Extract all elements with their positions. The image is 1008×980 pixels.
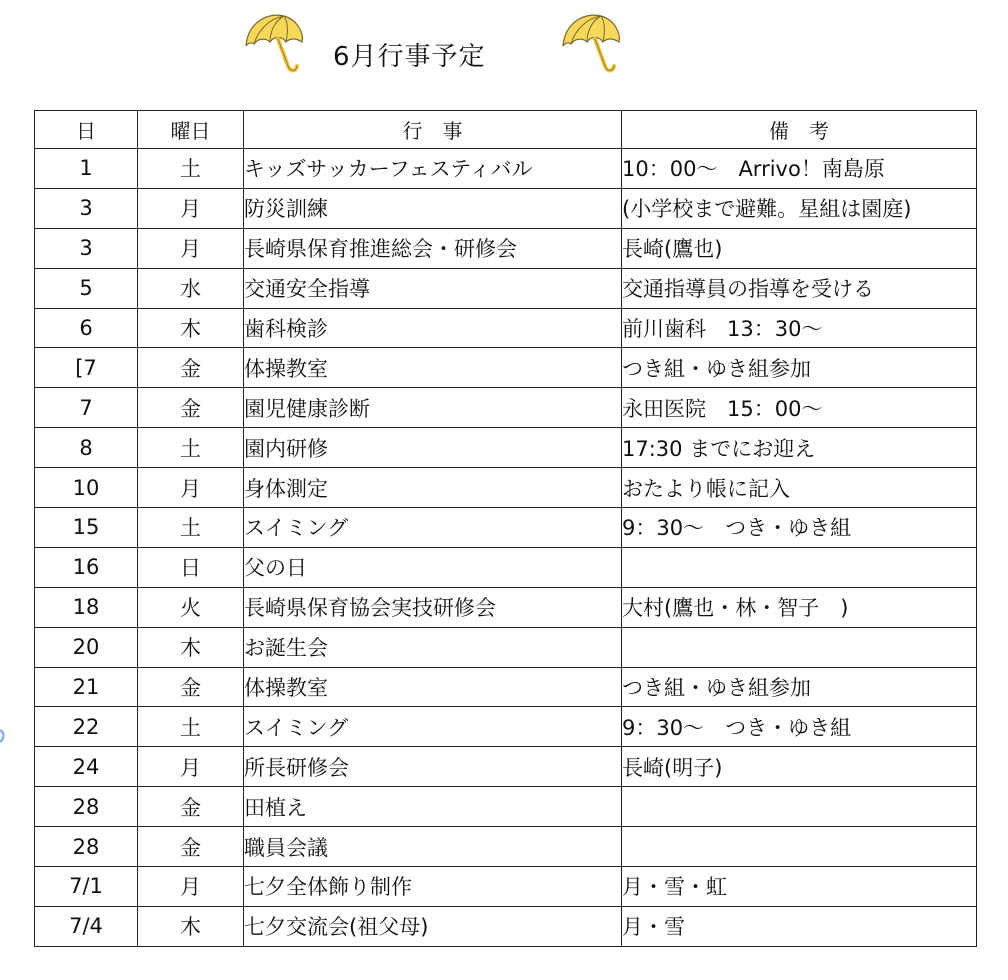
day-cell: 21 [35,667,138,707]
weekday-cell: 月 [138,228,244,268]
table-row [35,707,977,747]
weekday-cell: 水 [138,268,244,308]
weekday-cell: 火 [138,587,244,627]
table-row [35,348,977,388]
weekday-cell: 木 [138,906,244,946]
event-cell: 身体測定 [244,468,622,508]
day-cell: 18 [35,587,138,627]
table-row [35,228,977,268]
event-cell: 職員会議 [244,827,622,867]
weekday-cell: 土 [138,707,244,747]
day-cell: 5 [35,268,138,308]
weekday-cell: 土 [138,508,244,548]
table-header-row [35,111,977,149]
day-cell: 28 [35,787,138,827]
event-cell: スイミング [244,508,622,548]
note-cell [622,787,977,827]
table-row [35,388,977,428]
decorative-mark [0,728,6,744]
table-row [35,827,977,867]
event-cell: 長崎県保育推進総会・研修会 [244,228,622,268]
weekday-cell: 木 [138,627,244,667]
page-header [0,0,1008,100]
table-row [35,149,977,189]
note-cell: 長崎(明子) [622,747,977,787]
note-cell: 月・雪 [622,906,977,946]
event-cell: 長崎県保育協会実技研修会 [244,587,622,627]
day-cell: 3 [35,228,138,268]
note-cell [622,627,977,667]
schedule-table [34,110,977,947]
weekday-cell: 土 [138,149,244,189]
day-cell: [7 [35,348,138,388]
table-row [35,268,977,308]
weekday-cell: 月 [138,188,244,228]
note-cell: つき組・ゆき組参加 [622,667,977,707]
note-cell: 交通指導員の指導を受ける [622,268,977,308]
event-cell: 体操教室 [244,348,622,388]
weekday-cell: 金 [138,348,244,388]
day-cell: 24 [35,747,138,787]
day-cell: 7/4 [35,906,138,946]
day-cell: 8 [35,428,138,468]
note-cell: つき組・ゆき組参加 [622,348,977,388]
note-cell: 大村(鷹也・林・智子 ) [622,587,977,627]
header-event: 行 事 [244,111,622,149]
table-row [35,547,977,587]
note-cell [622,547,977,587]
table-row [35,627,977,667]
weekday-cell: 木 [138,308,244,348]
event-cell: 園内研修 [244,428,622,468]
header-note: 備 考 [622,111,977,149]
weekday-cell: 月 [138,747,244,787]
day-cell: 10 [35,468,138,508]
table-row [35,188,977,228]
day-cell: 20 [35,627,138,667]
event-cell: キッズサッカーフェスティバル [244,149,622,189]
event-cell: 父の日 [244,547,622,587]
table-row [35,428,977,468]
day-cell: 22 [35,707,138,747]
event-cell: 田植え [244,787,622,827]
table-row [35,308,977,348]
note-cell [622,827,977,867]
weekday-cell: 土 [138,428,244,468]
table-row [35,867,977,907]
umbrella-icon [557,8,623,78]
weekday-cell: 金 [138,787,244,827]
note-cell: 9：30～ つき・ゆき組 [622,508,977,548]
header-day: 日 [35,111,138,149]
event-cell: 防災訓練 [244,188,622,228]
table-row [35,787,977,827]
weekday-cell: 日 [138,547,244,587]
umbrella-icon [240,8,306,78]
note-cell: 月・雪・虹 [622,867,977,907]
day-cell: 6 [35,308,138,348]
event-cell: 園児健康診断 [244,388,622,428]
event-cell: 体操教室 [244,667,622,707]
note-cell: 10：00～ Arrivo！南島原 [622,149,977,189]
event-cell: 七夕全体飾り制作 [244,867,622,907]
table-row [35,747,977,787]
day-cell: 15 [35,508,138,548]
weekday-cell: 金 [138,827,244,867]
note-cell: 前川歯科 13：30～ [622,308,977,348]
weekday-cell: 金 [138,388,244,428]
event-cell: 七夕交流会(祖父母) [244,906,622,946]
weekday-cell: 月 [138,468,244,508]
weekday-cell: 月 [138,867,244,907]
note-cell: (小学校まで避難。星組は園庭) [622,188,977,228]
note-cell: 永田医院 15：00～ [622,388,977,428]
table-row [35,587,977,627]
event-cell: 歯科検診 [244,308,622,348]
table-row [35,468,977,508]
day-cell: 28 [35,827,138,867]
day-cell: 3 [35,188,138,228]
table-row [35,667,977,707]
day-cell: 1 [35,149,138,189]
event-cell: 交通安全指導 [244,268,622,308]
note-cell: おたより帳に記入 [622,468,977,508]
note-cell: 17:30 までにお迎え [622,428,977,468]
event-cell: 所長研修会 [244,747,622,787]
table-row [35,906,977,946]
weekday-cell: 金 [138,667,244,707]
page-title: 6月行事予定 [333,42,486,72]
note-cell: 9：30～ つき・ゆき組 [622,707,977,747]
event-cell: スイミング [244,707,622,747]
header-weekday: 曜日 [138,111,244,149]
table-row [35,508,977,548]
day-cell: 16 [35,547,138,587]
event-cell: お誕生会 [244,627,622,667]
day-cell: 7 [35,388,138,428]
note-cell: 長崎(鷹也) [622,228,977,268]
day-cell: 7/1 [35,867,138,907]
